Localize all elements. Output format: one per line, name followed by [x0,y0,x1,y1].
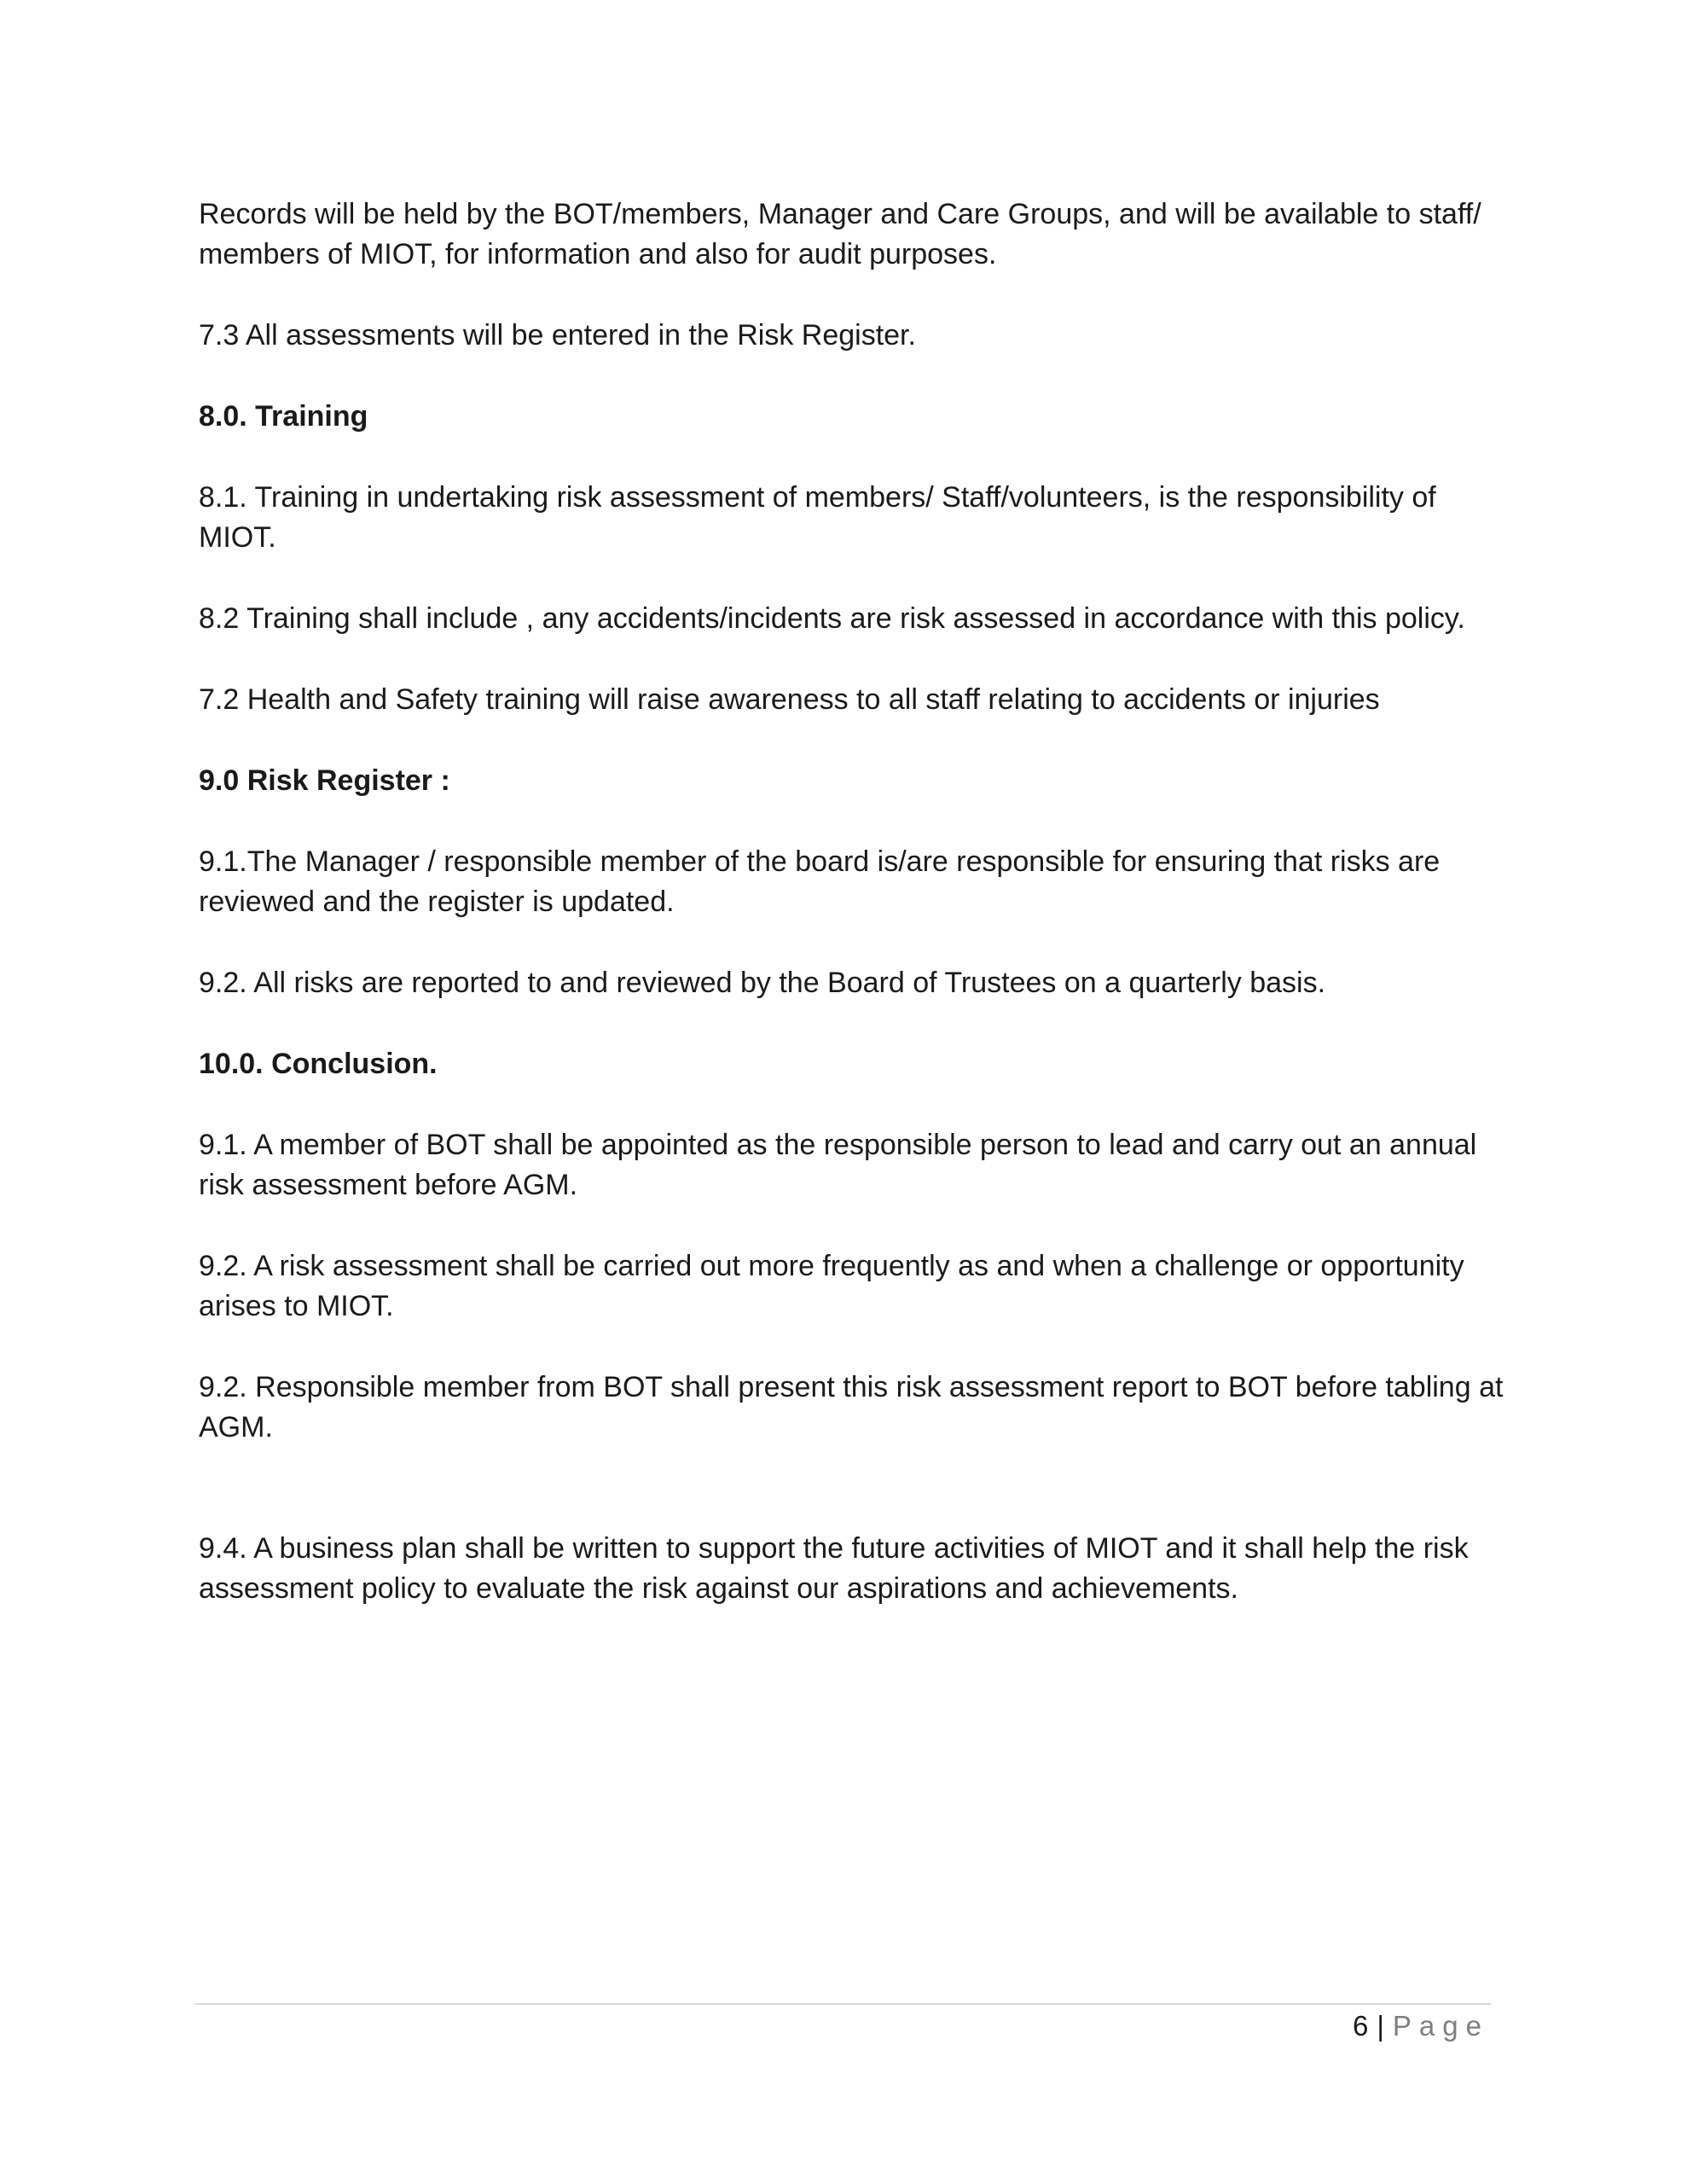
paragraph-9-2-frequency: 9.2. A risk assessment shall be carried out more frequently as and when a challenge or opportunity arises to MIOT. [199,1250,1464,1322]
paragraph-8-2: 8.2 Training shall include , any accidents/incidents are risk assessed in accordance with this policy. [199,602,1465,635]
paragraph-records: Records will be held by the BOT/members, Manager and Care Groups, and will be available to staff/ members of MIOT, for information and also for audit purposes. [199,198,1481,270]
paragraph-7-2: 7.2 Health and Safety training will raise awareness to all staff relating to accidents or injuries [199,683,1380,716]
paragraph-8-1: 8.1. Training in undertaking risk assessment of members/ Staff/volunteers, is the responsibility of MIOT. [199,481,1436,554]
paragraph-9-1-member: 9.1. A member of BOT shall be appointed as the responsible person to lead and carry out an annual risk assessment before AGM. [199,1129,1477,1201]
paragraph-9-1-manager: 9.1.The Manager / responsible member of the board is/are responsible for ensuring that risks are reviewed and the register is updated. [199,845,1441,918]
heading-risk-register: 9.0 Risk Register : [199,764,450,797]
page-label: Page [1392,2010,1489,2042]
heading-conclusion: 10.0. Conclusion. [199,1048,438,1080]
paragraph-9-2-report: 9.2. Responsible member from BOT shall present this risk assessment report to BOT before tabling at AGM. [199,1371,1504,1443]
paragraph-7-3: 7.3 All assessments will be entered in the Risk Register. [199,319,916,351]
paragraph-9-2-risks: 9.2. All risks are reported to and reviewed by the Board of Trustees on a quarterly basis. [199,967,1326,999]
document-body [199,195,1504,1650]
heading-training: 8.0. Training [199,400,368,433]
footer-separator: | [1377,2010,1384,2042]
page-footer [1353,2005,1489,2048]
paragraph-9-4: 9.4. A business plan shall be written to support the future activities of MIOT and it shall help the risk assessment policy to evaluate the risk against our aspirations and achievements. [199,1532,1469,1605]
page-number: 6 [1352,2010,1369,2042]
footer-divider [194,2003,1491,2005]
